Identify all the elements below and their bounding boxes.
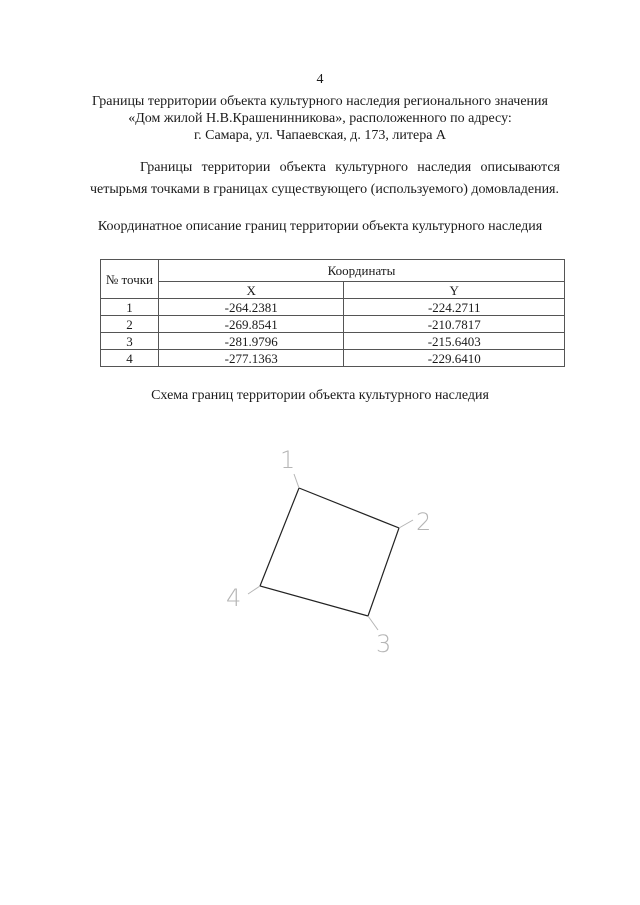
cell-y: -229.6410	[344, 350, 565, 367]
table-row	[101, 350, 565, 367]
header-point-number: № точки	[101, 260, 159, 299]
leader-line-3	[368, 616, 378, 630]
boundary-scheme-diagram	[200, 430, 460, 670]
description-paragraph	[90, 157, 560, 201]
leader-line-2	[399, 520, 413, 528]
page-number: 4	[316, 72, 324, 87]
cell-x: -281.9796	[158, 333, 344, 350]
cell-point: 1	[101, 299, 159, 316]
cell-point: 2	[101, 316, 159, 333]
table-header-row	[101, 260, 565, 282]
table-row	[101, 316, 565, 333]
coordinates-table	[100, 259, 565, 367]
point-label-4: 4	[226, 584, 242, 612]
title-line-3: г. Самара, ул. Чапаевская, д. 173, литера А	[193, 128, 447, 143]
point-label-3: 3	[376, 630, 392, 658]
leader-line-1	[294, 474, 299, 488]
header-coordinates: Координаты	[158, 260, 564, 282]
leader-line-4	[248, 586, 260, 594]
scheme-heading: Схема границ территории объекта культурного наследия	[151, 388, 489, 403]
point-label-1: 1	[280, 446, 296, 474]
title-line-2: «Дом жилой Н.В.Крашенинникова», расположенного по адресу:	[128, 111, 512, 126]
point-label-2: 2	[416, 508, 432, 536]
paragraph-line-2: четырьмя точками в границах существующего (используемого) домовладения.	[90, 182, 559, 197]
table-subheader-row	[101, 282, 565, 299]
table-row	[101, 299, 565, 316]
title-line-1: Границы территории объекта культурного наследия регионального значения	[92, 94, 548, 109]
cell-x: -269.8541	[158, 316, 344, 333]
header-y: Y	[344, 282, 565, 299]
table-row	[101, 333, 565, 350]
cell-point: 4	[101, 350, 159, 367]
table-heading: Координатное описание границ территории объекта культурного наследия	[97, 219, 543, 234]
cell-y: -224.2711	[344, 299, 565, 316]
paragraph-line-1: Границы территории объекта культурного наследия описываются	[140, 160, 560, 175]
cell-y: -210.7817	[344, 316, 565, 333]
cell-x: -277.1363	[158, 350, 344, 367]
cell-y: -215.6403	[344, 333, 565, 350]
document-title	[60, 93, 580, 144]
boundary-polygon	[260, 488, 399, 616]
header-x: X	[158, 282, 344, 299]
cell-x: -264.2381	[158, 299, 344, 316]
cell-point: 3	[101, 333, 159, 350]
